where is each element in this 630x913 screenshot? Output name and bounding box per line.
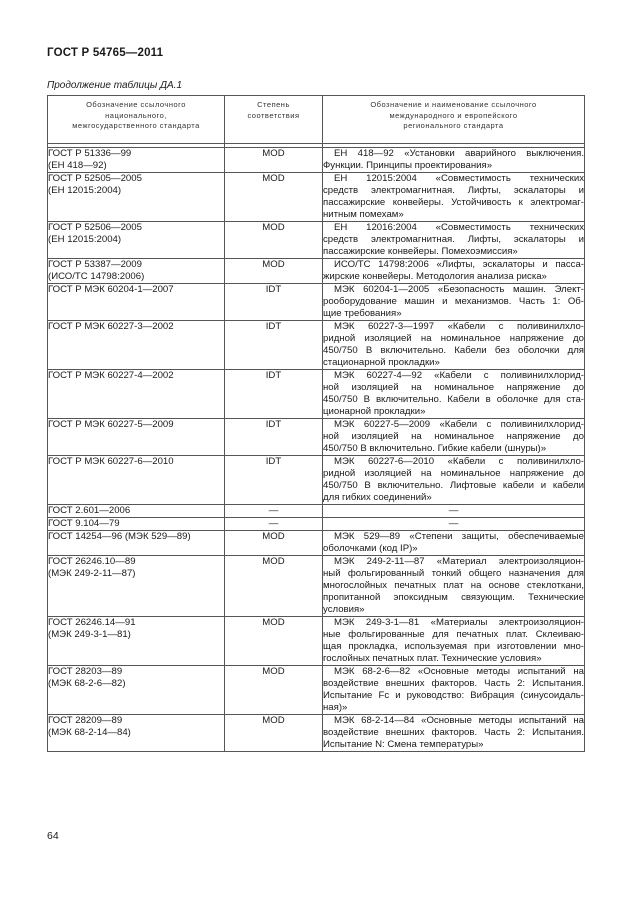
international-standard-cell <box>323 715 585 752</box>
degree-of-conformity: IDT <box>265 321 282 332</box>
international-standard-cell <box>323 456 585 505</box>
table-row <box>48 666 585 715</box>
reference-standard-text: — <box>448 518 459 529</box>
reference-standards-table <box>47 95 585 752</box>
table-row <box>48 370 585 419</box>
table-row <box>48 222 585 259</box>
national-standard-cell <box>48 715 225 752</box>
reference-standard-text: воздействие внешних факторов. Часть 2: Испытания. <box>323 678 584 689</box>
degree-of-conformity-cell <box>225 456 323 505</box>
reference-standard-text: ная)» <box>323 702 348 713</box>
reference-standard-text: средств электромагнитная. Лифты, эскалаторы и <box>323 185 584 196</box>
document-title: ГОСТ Р 54765—2011 <box>47 47 164 59</box>
standard-designation: (МЭК 68-2-6—82) <box>48 678 126 689</box>
standard-designation: ГОСТ Р 52505—2005 <box>48 173 142 184</box>
reference-standard-text: средств электромагнитная. Лифты, эскалаторы и <box>323 234 584 245</box>
reference-standard-text: ный фольгированный тонкий общего назначения для <box>323 568 584 579</box>
standard-designation: (МЭК 249-3-1—81) <box>48 629 131 640</box>
standard-designation: ГОСТ Р МЭК 60227-4—2002 <box>48 370 174 381</box>
page-number: 64 <box>47 830 59 842</box>
table-row <box>48 173 585 222</box>
standard-designation: (ЕН 12015:2004) <box>48 185 122 196</box>
international-standard-cell <box>323 259 585 284</box>
reference-standard-text: щие требования» <box>323 308 402 319</box>
degree-of-conformity-cell <box>225 518 323 531</box>
reference-standard-text: Функции. Принципы проектирования» <box>323 160 493 171</box>
international-standard-cell <box>323 284 585 321</box>
reference-standard-text: ЕН 12015:2004 «Совместимость технических <box>334 173 584 184</box>
reference-standard-text: МЭК 68-2-14—84 «Основные методы испытаний на <box>334 715 584 726</box>
table-row <box>48 505 585 518</box>
degree-of-conformity-cell <box>225 173 323 222</box>
degree-of-conformity: MOD <box>262 556 285 567</box>
standard-designation: ГОСТ Р МЭК 60227-5—2009 <box>48 419 174 430</box>
standard-designation: ГОСТ 26246.10—89 <box>48 556 136 567</box>
table-row <box>48 284 585 321</box>
degree-of-conformity: IDT <box>265 456 282 467</box>
international-standard-cell <box>323 370 585 419</box>
international-standard-cell <box>323 419 585 456</box>
reference-standard-text: пассажирские конвейеры. Устойчивость к электромаг- <box>323 197 584 208</box>
degree-of-conformity-cell <box>225 617 323 666</box>
table-row <box>48 321 585 370</box>
international-standard-cell <box>323 222 585 259</box>
reference-standard-text: ной изоляцией на номинальное напряжение до <box>323 431 584 442</box>
degree-of-conformity: IDT <box>265 370 282 381</box>
table-row <box>48 617 585 666</box>
reference-standard-text: рооборудование машин и механизмов. Часть 1: Об- <box>323 296 584 307</box>
national-standard-cell <box>48 222 225 259</box>
national-standard-cell <box>48 370 225 419</box>
degree-of-conformity-cell <box>225 284 323 321</box>
table-body <box>48 148 585 752</box>
standard-designation: (ИСО/ТС 14798:2006) <box>48 271 145 282</box>
national-standard-cell <box>48 505 225 518</box>
national-standard-cell <box>48 617 225 666</box>
international-standard-cell <box>323 148 585 173</box>
standard-designation: (МЭК 68-2-14—84) <box>48 727 131 738</box>
header-line: Обозначение и наименование ссылочного <box>370 100 537 109</box>
national-standard-cell <box>48 419 225 456</box>
column-header-degree <box>225 96 323 144</box>
international-standard-cell <box>323 617 585 666</box>
degree-of-conformity: IDT <box>265 419 282 430</box>
column-header-national-standard <box>48 96 225 144</box>
standard-designation: ГОСТ 14254—96 (МЭК 529—89) <box>48 531 191 542</box>
reference-standard-text: — <box>448 505 459 516</box>
national-standard-cell <box>48 518 225 531</box>
national-standard-cell <box>48 456 225 505</box>
reference-standard-text: ИСО/ТС 14798:2006 «Лифты, эскалаторы и пасса- <box>334 259 584 270</box>
header-line: национального, <box>105 110 167 120</box>
degree-of-conformity-cell <box>225 715 323 752</box>
degree-of-conformity: — <box>268 518 279 529</box>
standard-designation: ГОСТ Р 53387—2009 <box>48 259 142 270</box>
reference-standard-text: стационарной прокладки» <box>323 357 440 368</box>
degree-of-conformity-cell <box>225 531 323 556</box>
header-line: Степень <box>257 100 290 109</box>
standard-designation: ГОСТ 28209—89 <box>48 715 123 726</box>
degree-of-conformity: MOD <box>262 148 285 159</box>
standard-designation: (МЭК 249-2-11—87) <box>48 568 136 579</box>
reference-standard-text: условия» <box>323 604 365 615</box>
standard-designation: ГОСТ 28203—89 <box>48 666 123 677</box>
international-standard-cell <box>323 173 585 222</box>
standard-designation: (ЕН 12015:2004) <box>48 234 122 245</box>
table-row <box>48 715 585 752</box>
national-standard-cell <box>48 666 225 715</box>
standard-designation: ГОСТ Р 52506—2005 <box>48 222 142 233</box>
table-row <box>48 531 585 556</box>
degree-of-conformity: MOD <box>262 617 285 628</box>
reference-standard-text: ционарной прокладки» <box>323 406 426 417</box>
degree-of-conformity-cell <box>225 259 323 284</box>
reference-standard-text: МЭК 529—89 «Степени защиты, обеспечиваемые <box>334 531 584 542</box>
degree-of-conformity: MOD <box>262 666 285 677</box>
table-row <box>48 148 585 173</box>
international-standard-cell <box>323 321 585 370</box>
reference-standard-text: МЭК 60204-1—2005 «Безопасность машин. Элект- <box>334 284 584 295</box>
international-standard-cell <box>323 556 585 617</box>
table-row <box>48 419 585 456</box>
reference-standard-text: нитным помехам» <box>323 209 404 220</box>
standard-designation: ГОСТ 26246.14—91 <box>48 617 136 628</box>
header-line: международного и европейского <box>389 110 518 120</box>
reference-standard-text: МЭК 249-3-1—81 «Материалы электроизоляцион- <box>334 617 584 628</box>
national-standard-cell <box>48 531 225 556</box>
reference-standard-text: ЕН 12016:2004 «Совместимость технических <box>334 222 584 233</box>
reference-standard-text: воздействие внешних факторов. Часть 2: Испытания. <box>323 727 584 738</box>
reference-standard-text: многослойных печатных плат на основе стеклоткани, <box>323 580 584 591</box>
standard-designation: ГОСТ 9.104—79 <box>48 518 120 529</box>
table-row <box>48 456 585 505</box>
reference-standard-text: 450/750 В включительно. Лифтовые кабели и кабели <box>323 480 584 491</box>
national-standard-cell <box>48 173 225 222</box>
reference-standard-text: МЭК 68-2-6—82 «Основные методы испытаний на <box>334 666 584 677</box>
degree-of-conformity-cell <box>225 370 323 419</box>
national-standard-cell <box>48 556 225 617</box>
international-standard-cell <box>323 531 585 556</box>
national-standard-cell <box>48 259 225 284</box>
reference-standard-text: МЭК 60227-3—1997 «Кабели с поливинилхло- <box>334 321 584 332</box>
international-standard-cell <box>323 505 585 518</box>
header-line: соответствия <box>247 110 300 120</box>
standard-designation: ГОСТ Р МЭК 60227-6—2010 <box>48 456 174 467</box>
degree-of-conformity: MOD <box>262 259 285 270</box>
reference-standard-text: 450/750 В включительно. Гибкие кабели (шнуры)» <box>323 443 547 454</box>
degree-of-conformity: MOD <box>262 222 285 233</box>
table-row <box>48 518 585 531</box>
header-line: регионального стандарта <box>403 121 504 130</box>
degree-of-conformity-cell <box>225 505 323 518</box>
reference-standard-text: 450/750 В включительно. Кабели в оболочке для ста- <box>323 394 584 405</box>
international-standard-cell <box>323 518 585 531</box>
national-standard-cell <box>48 321 225 370</box>
reference-standard-text: МЭК 60227-4—92 «Кабели с поливинилхлорид- <box>334 370 584 381</box>
reference-standard-text: ридной изоляцией на номинальное напряжение до <box>323 468 584 479</box>
column-header-international-standard <box>323 96 585 144</box>
reference-standard-text: оболочками (код IP)» <box>323 543 418 554</box>
national-standard-cell <box>48 148 225 173</box>
reference-standard-text: ной изоляцией на номинальное напряжение до <box>323 382 584 393</box>
reference-standard-text: пропитанной эпоксидным связующим. Технические <box>323 592 584 603</box>
reference-standard-text: Испытание N: Смена температуры» <box>323 739 484 750</box>
standard-designation: ГОСТ Р МЭК 60227-3—2002 <box>48 321 174 332</box>
degree-of-conformity: — <box>268 505 279 516</box>
reference-standard-text: МЭК 249-2-11—87 «Материал электроизоляцион- <box>334 556 584 567</box>
degree-of-conformity: IDT <box>265 284 282 295</box>
degree-of-conformity-cell <box>225 556 323 617</box>
reference-standard-text: МЭК 60227-6—2010 «Кабели с поливинилхло- <box>334 456 584 467</box>
national-standard-cell <box>48 284 225 321</box>
reference-standard-text: жирские конвейеры. Методология анализа риска» <box>323 271 547 282</box>
reference-standard-text: пассажирские конвейеры. Помехоэмиссия» <box>323 246 518 257</box>
standard-designation: ГОСТ 2.601—2006 <box>48 505 131 516</box>
table-header-row <box>48 96 585 144</box>
header-line: межгосударственного стандарта <box>72 121 200 130</box>
table-row <box>48 259 585 284</box>
reference-standard-text: для гибких соединений» <box>323 492 432 503</box>
degree-of-conformity-cell <box>225 148 323 173</box>
reference-standard-text: ридной изоляцией на номинальное напряжение до <box>323 333 584 344</box>
degree-of-conformity: MOD <box>262 715 285 726</box>
degree-of-conformity: MOD <box>262 173 285 184</box>
header-line: Обозначение ссылочного <box>86 100 186 109</box>
degree-of-conformity-cell <box>225 222 323 259</box>
standard-designation: ГОСТ Р 51336—99 <box>48 148 132 159</box>
reference-standard-text: Испытание Fc и руководство: Вибрация (синусоидаль- <box>323 690 584 701</box>
reference-standard-text: ные фольгированные для печатных плат. Склеиваю- <box>323 629 584 640</box>
table-continuation-caption: Продолжение таблицы ДА.1 <box>47 80 183 91</box>
degree-of-conformity-cell <box>225 666 323 715</box>
degree-of-conformity: MOD <box>262 531 285 542</box>
standard-designation: ГОСТ Р МЭК 60204-1—2007 <box>48 284 174 295</box>
international-standard-cell <box>323 666 585 715</box>
degree-of-conformity-cell <box>225 321 323 370</box>
reference-standard-text: гослойных печатных плат. Технические условия» <box>323 653 542 664</box>
reference-standard-text: 450/750 В включительно. Кабели без оболочки для <box>323 345 584 356</box>
table-row <box>48 556 585 617</box>
degree-of-conformity-cell <box>225 419 323 456</box>
standard-designation: (ЕН 418—92) <box>48 160 107 171</box>
reference-standard-text: щая прокладка, используемая при изготовлении мно- <box>323 641 584 652</box>
reference-standard-text: МЭК 60227-5—2009 «Кабели с поливинилхлорид- <box>334 419 584 430</box>
reference-standard-text: ЕН 418—92 «Установки аварийного выключения. <box>334 148 584 159</box>
